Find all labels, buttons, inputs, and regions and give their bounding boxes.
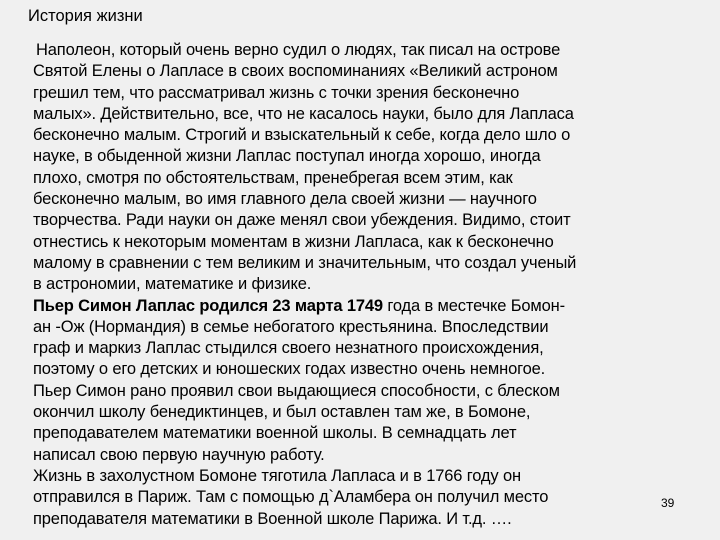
text-line — [33, 338, 576, 359]
text-line — [33, 189, 576, 210]
text-line — [33, 61, 576, 82]
text-run: окончил школу бенедиктинцев, и был оставлен там же, в Бомоне, — [33, 403, 531, 422]
text-run: Пьер Симон рано проявил свои выдающиеся способности, с блеском — [33, 381, 560, 400]
text-run: поэтому о его детских и юношеских годах известно очень немногое. — [33, 360, 546, 379]
text-line — [33, 402, 576, 423]
text-line — [33, 509, 576, 530]
text-line — [33, 274, 576, 295]
page-title: История жизни — [28, 7, 143, 25]
text-run: года в местечке Бомон- — [382, 296, 565, 315]
text-run: граф и маркиз Лаплас стыдился своего незнатного происхождения, — [33, 339, 544, 358]
text-run: преподавателя математики в Военной школе Парижа. И т.д. …. — [33, 509, 512, 528]
text-line — [33, 232, 576, 253]
text-line — [33, 168, 576, 189]
text-run: творчества. Ради науки он даже менял свои убеждения. Видимо, стоит — [33, 211, 571, 230]
text-line — [33, 445, 576, 466]
text-line — [33, 125, 576, 146]
page-number: 39 — [661, 496, 675, 510]
text-line — [33, 40, 576, 61]
text-run: в астрономии, математике и физике. — [33, 275, 312, 294]
text-line — [33, 83, 576, 104]
text-run: науке, в обыденной жизни Лаплас поступал иногда хорошо, иногда — [33, 147, 541, 166]
text-run: отправился в Париж. Там с помощью д`Аламбера он получил место — [33, 488, 549, 507]
text-line — [33, 359, 576, 380]
text-run: написал свою первую научную работу. — [33, 445, 325, 464]
text-run: плохо, смотря по обстоятельствам, пренебрегая всем этим, как — [33, 168, 513, 187]
text-line — [33, 381, 576, 402]
body-text — [33, 40, 576, 530]
text-run: малых». Действительно, все, что не касалось науки, было для Лапласа — [33, 104, 574, 123]
text-run: Наполеон, который очень верно судил о людях, так писал на острове — [36, 41, 561, 59]
text-line — [33, 253, 576, 274]
bold-text-run: Пьер Симон Лаплас родился 23 марта 1749 — [33, 296, 383, 315]
text-line — [33, 317, 576, 338]
text-line — [33, 146, 576, 167]
text-line — [33, 466, 576, 487]
text-run: ан -Ож (Нормандия) в семье небогатого крестьянина. Впоследствии — [33, 317, 549, 336]
text-run: Святой Елены о Лапласе в своих воспоминаниях «Великий астроном — [33, 62, 558, 81]
text-run: грешил тем, что рассматривал жизнь с точки зрения бесконечно — [33, 83, 520, 102]
text-line — [33, 210, 576, 231]
text-run: малому в сравнении с тем великим и значительным, что создал ученый — [33, 253, 577, 272]
text-line — [33, 487, 576, 508]
text-line — [33, 296, 576, 317]
text-line — [33, 423, 576, 444]
text-line — [33, 104, 576, 125]
text-run: бесконечно малым, во имя главного дела своей жизни — научного — [33, 190, 537, 209]
text-run: отнестись к некоторым моментам в жизни Лапласа, как к бесконечно — [33, 232, 554, 251]
text-run: преподавателем математики военной школы. В семнадцать лет — [33, 424, 517, 443]
text-run: Жизнь в захолустном Бомоне тяготила Лапласа и в 1766 году он — [33, 466, 521, 485]
text-run: бесконечно малым. Строгий и взыскательный к себе, когда дело шло о — [33, 126, 571, 145]
